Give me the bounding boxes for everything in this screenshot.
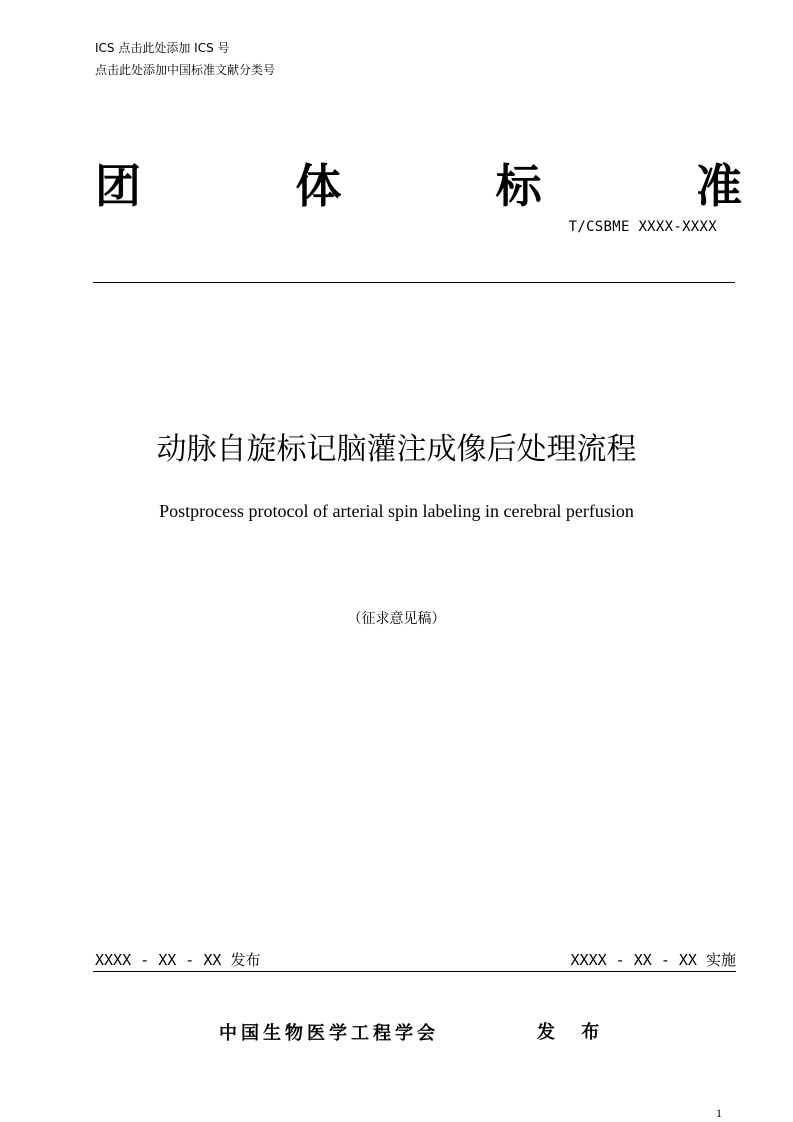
standard-type-heading bbox=[95, 156, 742, 216]
standard-type-char: 团 bbox=[95, 159, 141, 213]
standard-type-char: 体 bbox=[295, 159, 342, 213]
standard-code: T/CSBME XXXX-XXXX bbox=[568, 219, 717, 235]
document-title-chinese: 动脉自旋标记脑灌注成像后处理流程 bbox=[156, 432, 637, 467]
implementation-date: XXXX - XX - XX 实施 bbox=[570, 951, 736, 969]
standard-type-char: 准 bbox=[695, 159, 742, 213]
page-number: 1 bbox=[716, 1106, 722, 1120]
standard-type-char: 标 bbox=[495, 159, 542, 213]
issue-date: XXXX - XX - XX 发布 bbox=[95, 951, 261, 969]
publish-label: 发 布 bbox=[537, 1022, 610, 1043]
classification-code-placeholder: 点击此处添加中国标准文献分类号 bbox=[95, 63, 276, 77]
document-title-english: Postprocess protocol of arterial spin labeling in cerebral perfusion bbox=[159, 501, 634, 521]
ics-code-placeholder: ICS 点击此处添加 ICS 号 bbox=[95, 41, 230, 55]
footer-divider bbox=[93, 971, 736, 972]
draft-status-label: （征求意见稿） bbox=[347, 611, 446, 627]
header-divider bbox=[93, 282, 735, 283]
publisher-name: 中国生物医学工程学会 bbox=[219, 1023, 439, 1044]
